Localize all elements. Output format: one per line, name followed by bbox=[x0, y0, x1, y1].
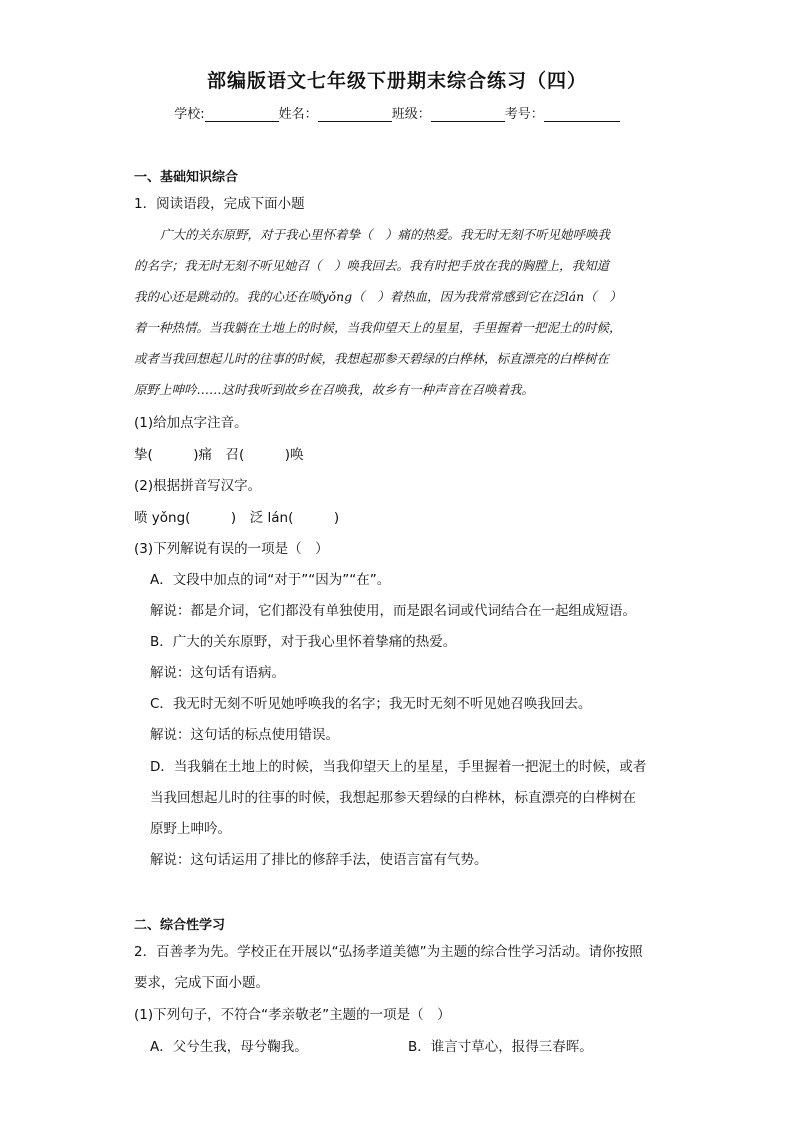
q2-option-b[interactable]: B．谁言寸草心，报得三春晖。 bbox=[408, 1039, 593, 1055]
option-b[interactable]: B．广大的关东原野，对于我心里怀着挚痛的热爱。 bbox=[150, 634, 457, 650]
school-blank[interactable] bbox=[205, 107, 279, 122]
explanation-d: 解说：这句话运用了排比的修辞手法，使语言富有气势。 bbox=[150, 852, 488, 868]
exam-no-blank[interactable] bbox=[544, 107, 620, 122]
option-c[interactable]: C．我无时无刻不听见她呼唤我的名字；我无时无刻不听见她召唤我回去。 bbox=[150, 696, 592, 712]
name-blank[interactable] bbox=[318, 107, 392, 122]
sub-question-1: (1)给加点字注音。 bbox=[134, 415, 248, 431]
passage-line: 的名字；我无时无刻不听见她召（ ）唤我回去。我有时把手放在我的胸膛上，我知道 bbox=[134, 258, 610, 273]
sub-question-2-answer-line[interactable]: 喷 yǒng( ) 泛 lán( ) bbox=[134, 510, 340, 526]
option-d-cont: 原野上呻吟。 bbox=[150, 821, 231, 837]
option-d-cont: 当我回想起儿时的往事的时候，我想起那参天碧绿的白桦林，标直漂亮的白桦树在 bbox=[150, 790, 636, 806]
option-d[interactable]: D．当我躺在土地上的时候，当我仰望天上的星星，手里握着一把泥土的时候，或者 bbox=[150, 759, 647, 775]
q2-stem: 2．百善孝为先。学校正在开展以“弘扬孝道美德”为主题的综合性学习活动。请你按照 bbox=[134, 944, 643, 960]
q1-stem: 1．阅读语段，完成下面小题 bbox=[134, 196, 305, 212]
section2-heading: 二、综合性学习 bbox=[134, 918, 226, 933]
passage-line: 着一种热情。当我躺在土地上的时候，当我仰望天上的星星，手里握着一把泥土的时候， bbox=[134, 320, 622, 335]
passage-line: 或者当我回想起儿时的往事的时候，我想起那参天碧绿的白桦林，标直漂亮的白桦树在 bbox=[134, 351, 610, 366]
passage-line: 原野上呻吟……这时我听到故乡在召唤我，故乡有一种声音在召唤着我。 bbox=[134, 382, 535, 397]
q2-stem-cont: 要求，完成下面小题。 bbox=[134, 975, 269, 991]
class-label: 班级： bbox=[391, 107, 431, 122]
sub-question-1-answer-line[interactable]: 挚( )痛 召( )唤 bbox=[134, 447, 304, 463]
student-info-row bbox=[0, 103, 794, 122]
sub-question-3: (3)下列解说有误的一项是（ ） bbox=[134, 541, 329, 557]
passage-line: 我的心还是跳动的。我的心还在喷yǒng（ ）着热血，因为我常常感到它在泛lán（ ） bbox=[134, 289, 622, 304]
class-blank[interactable] bbox=[431, 107, 505, 122]
section1-heading: 一、基础知识综合 bbox=[134, 170, 239, 185]
passage-line: 广大的关东原野，对于我心里怀着挚（ ）痛的热爱。我无时无刻不听见她呼唤我 bbox=[160, 227, 611, 242]
name-label: 姓名： bbox=[278, 107, 318, 122]
q2-option-a[interactable]: A．父兮生我，母兮鞠我。 bbox=[150, 1039, 308, 1055]
explanation-a: 解说：都是介词，它们都没有单独使用，而是跟名词或代词结合在一起组成短语。 bbox=[150, 603, 636, 619]
q2-sub-question-1: (1)下列句子，不符合“孝亲敬老”主题的一项是（ ） bbox=[134, 1007, 451, 1023]
exam-no-label: 考号： bbox=[504, 107, 544, 122]
school-label: 学校: bbox=[174, 107, 205, 122]
sub-question-2: (2)根据拼音写汉字。 bbox=[134, 478, 262, 494]
explanation-c: 解说：这句话的标点使用错误。 bbox=[150, 727, 339, 743]
explanation-b: 解说：这句话有语病。 bbox=[150, 665, 285, 681]
page-title: 部编版语文七年级下册期末综合练习（四） bbox=[206, 70, 587, 92]
option-a[interactable]: A．文段中加点的词“对于”“因为”“在”。 bbox=[150, 572, 391, 588]
